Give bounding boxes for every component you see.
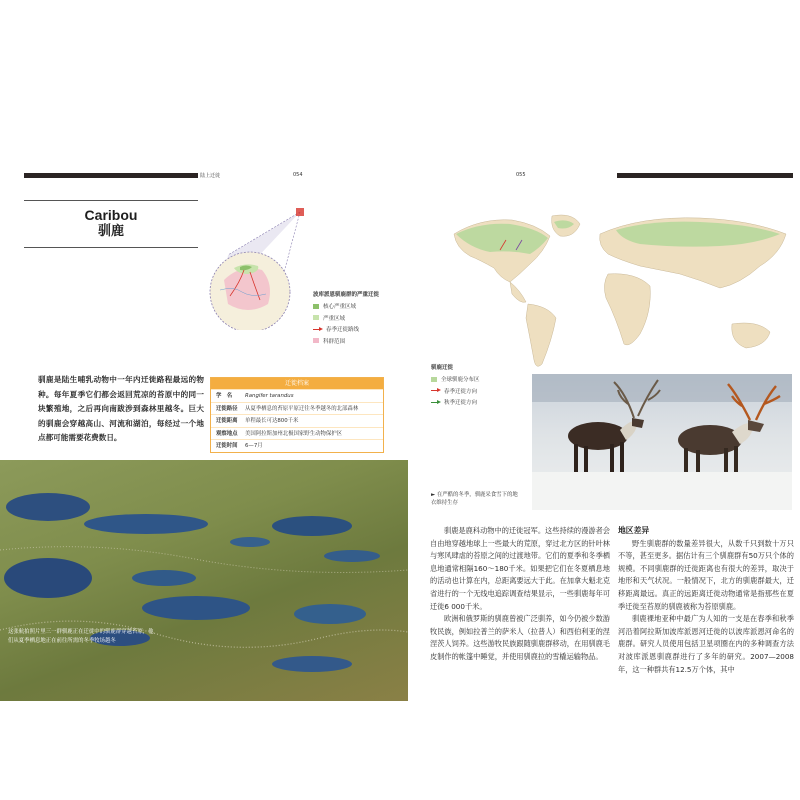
lake — [230, 537, 270, 547]
legend-label: 科群范围 — [323, 338, 346, 345]
aerial-photo-caption: 这张航拍照片里三一群驯鹿正在迁徙中的驯鹿群穿越苔原，他们从夏季栖息地正在前往所需的冬季牧场越冬 — [8, 629, 154, 644]
facts-row — [211, 427, 383, 440]
legend-item-route — [313, 325, 403, 333]
landmass-central-america — [510, 282, 526, 302]
section-heading: 地区差异 — [618, 526, 650, 535]
legend-item-area — [313, 314, 403, 322]
facts-value: 从夏季栖息的苔原平原迁往冬季越冬的北部森林 — [245, 405, 359, 412]
caribou-head — [748, 420, 764, 432]
legend-swatch — [313, 338, 319, 343]
lake — [84, 514, 208, 534]
lake — [272, 656, 352, 672]
facts-row — [211, 402, 383, 415]
legend-item-core — [313, 302, 403, 310]
title-block — [24, 200, 198, 248]
tundra-lakes — [0, 460, 408, 701]
legend-label: 春季迁徙方向 — [444, 388, 478, 395]
facts-row — [211, 389, 383, 402]
arrow-icon — [313, 327, 323, 332]
facts-header: 迁徙档案 — [211, 378, 383, 389]
legend-label: 春季迁徙路线 — [326, 327, 360, 334]
lake — [272, 516, 352, 536]
arrow-icon — [431, 400, 441, 405]
lake — [6, 493, 90, 521]
caribou-winter-photo — [532, 374, 792, 510]
intro-paragraph: 驯鹿是陆生哺乳动物中一年内迁徙路程最远的物种。每年夏季它们都会返回荒凉的苔原中的同一块繁殖地，之后再向南跋涉到森林里越冬。巨大的驯鹿会穿越高山、河流和湖泊，每经过一个地点都可能需要花费数日。 — [38, 375, 204, 443]
legend-label: 秋季迁徙方向 — [444, 400, 478, 407]
title-en: Caribou — [84, 207, 138, 223]
range-area — [224, 268, 270, 310]
running-head: 陆上迁徙 — [200, 173, 221, 179]
locator-box — [296, 208, 304, 216]
lake — [324, 550, 380, 562]
page-number-right: 055 — [516, 172, 526, 178]
caption-text: 在严酷的冬季，驯鹿采食雪下的地衣维持生存 — [431, 492, 518, 506]
porcupine-herd-map — [200, 200, 320, 330]
world-caribou-map — [440, 194, 796, 376]
facts-key: 学 名 — [216, 393, 233, 399]
landmass-south-america — [526, 304, 556, 366]
page-number-left: 054 — [293, 172, 303, 178]
world-map-legend-title: 驯鹿迁徙 — [431, 365, 454, 371]
legend-swatch — [313, 304, 319, 309]
facts-key: 观察地点 — [216, 430, 238, 437]
legend-item-distribution — [431, 375, 531, 383]
body-paragraph: 野生驯鹿群的数量差异很大，从数千只到数十万只不等，甚至更多。据估计有三个驯鹿群有50万只个体的规模。不同驯鹿群的迁徙距离也有很大的差异，取决于地形和天气状况。一般情况下，北方的驯鹿群最大，迁移距离最远。真正的远距离迁徙动物通常是指那些在夏季迁徙至苔原的驯鹿被称为苔原驯鹿。 — [618, 538, 794, 611]
legend-label: 严重区域 — [323, 315, 346, 322]
lake — [142, 596, 250, 620]
title-zh: 驯鹿 — [97, 224, 124, 239]
inset-map-legend-title: 波库派恩驯鹿群的严重迁徙 — [313, 292, 380, 298]
body-paragraph: 欧洲和俄罗斯的驯鹿曾被广泛驯养，如今仍被少数游牧民族，例如拉普兰的萨米人（拉普人）和西伯利亚的涅涅茨人饲养。这些游牧民族跟随驯鹿群移动，在用驯鹿毛皮制作的帐篷中睡觉，并使用驯鹿拉的雪橇运输物品。 — [430, 614, 610, 661]
snow-ground — [532, 472, 792, 510]
body-column-1 — [430, 525, 610, 664]
caribou-leg — [584, 446, 588, 474]
landmass-africa — [604, 274, 650, 345]
facts-row — [211, 414, 383, 427]
top-rule-right — [617, 173, 793, 178]
legend-item-range — [313, 337, 403, 345]
caribou-leg — [574, 444, 578, 474]
aerial-tundra-photo — [0, 460, 408, 701]
caribou-illustration — [532, 374, 792, 510]
facts-row — [211, 439, 383, 452]
facts-key: 迁徙时间 — [216, 443, 238, 450]
legend-item-autumn — [431, 398, 531, 406]
caribou-photo-caption — [431, 491, 521, 507]
lake — [4, 558, 92, 598]
body-column-2 — [618, 525, 794, 676]
lake — [132, 570, 196, 586]
facts-value: 6—7月 — [245, 443, 263, 450]
legend-item-spring — [431, 387, 531, 395]
arrow-icon — [431, 388, 441, 393]
legend-label: 核心严重区域 — [323, 304, 357, 310]
facts-key: 迁徙路径 — [216, 405, 238, 412]
caption-triangle-icon: ► — [431, 492, 437, 498]
caribou-leg — [734, 446, 738, 476]
body-paragraph: 驯鹿是鹿科动物中的迁徙冠军。这些持续的漫游者会自由地穿越地球上一些最大的荒原，穿过北方区的针叶林与寒风肆虐的苔原之间的过渡地带。它们的夏季和冬季栖息地通常相隔160～180千米。如果把它们在冬夏栖息地的活动也计算在内，总距离要远大于此。在加拿大魁北克省进行的一个无线电追踪调查结果显示，一些驯鹿每年可迁徙6 000千米。 — [430, 526, 610, 611]
caribou-leg — [610, 444, 614, 474]
facts-value: 单程最长可达800千米 — [245, 418, 299, 425]
lake — [294, 604, 366, 624]
caribou-leg — [620, 442, 624, 472]
top-rule-left — [24, 173, 198, 178]
legend-label: 全球驯鹿分布区 — [441, 377, 480, 383]
legend-swatch — [313, 315, 319, 320]
world-map-legend — [431, 363, 531, 410]
migration-facts-box — [210, 377, 384, 453]
tree-line — [532, 374, 792, 402]
body-paragraph: 驯鹿裸地亚种中最广为人知的一支是在春季和秋季河沿着阿拉斯加波库派恩河迁徙的以波库派恩河命名的鹿群。研究人员使用包括卫星项圈在内的多种调查方法对波库派恩驯鹿群进行了多年的研究。2007—2008年，这一种群共有12.5万个体，其中 — [618, 614, 794, 674]
facts-value: 美国阿拉斯加州北极国家野生动物保护区 — [245, 430, 343, 437]
facts-key: 迁徙距离 — [216, 418, 238, 425]
landmass-australia — [732, 323, 770, 348]
facts-value: Rangifer tarandus — [245, 393, 294, 399]
inset-map-legend — [313, 290, 403, 348]
legend-swatch — [431, 377, 437, 382]
